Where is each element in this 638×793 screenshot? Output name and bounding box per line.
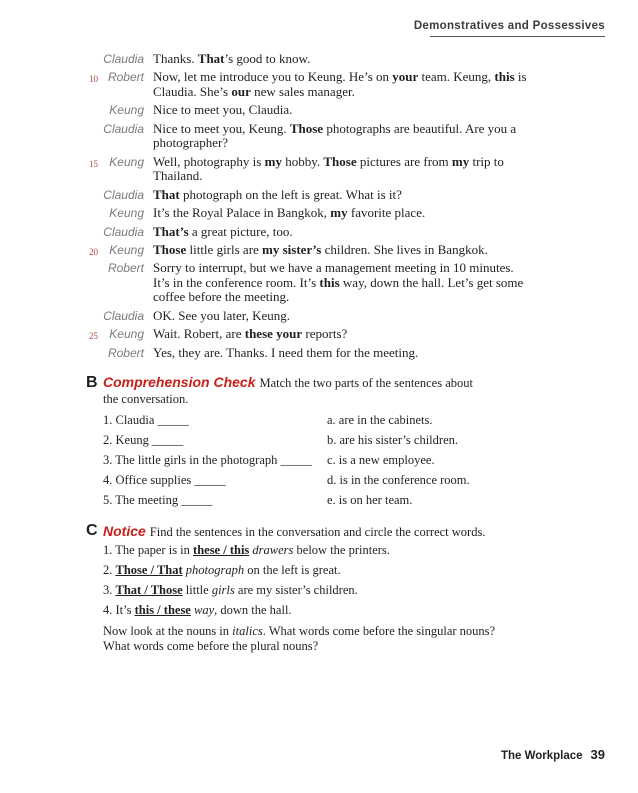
speaker-name: Claudia [103,52,144,66]
dialogue-line [0,188,600,203]
utterance: Those little girls are my sister’s children. She lives in Bangkok. [153,241,488,257]
italic-noun: photograph [185,563,245,577]
match-row [103,473,523,493]
section-c-letter: C [86,522,98,539]
running-header: Demonstratives and Possessives [413,20,605,32]
section-b-letter: B [86,374,98,391]
utterance: Yes, they are. Thanks. I need them for the meeting. [153,344,419,360]
speaker-name: Keung [109,103,144,118]
match-right: b. are his sister’s children. [327,433,458,447]
match-left[interactable]: 5. The meeting _____ [103,493,213,507]
section-c-heading [103,523,523,541]
speaker-name: Claudia [103,308,144,323]
page-number: 39 [590,747,605,762]
utterance: Nice to meet you, Claudia. [153,102,293,118]
dialogue-line [0,206,600,221]
dialogue-line [0,155,600,184]
utterance: Sorry to interrupt, but we have a management meeting in 10 minutes. It’s in the conference room. It’s this way, down the hall. Let’s get some coffee before the meeting. [153,260,524,305]
word-choice[interactable]: That / Those [115,583,183,597]
speaker-name: Claudia [103,187,144,202]
chapter-title: The Workplace [500,750,583,762]
match-right: e. is on her team. [327,493,413,507]
match-right: d. is in the conference room. [327,473,470,487]
section-b-intro: Match the two parts of the sentences about the conversation. [103,376,473,406]
word-choice[interactable]: Those / That [115,563,183,577]
match-right: c. is a new employee. [327,453,435,467]
notice-followup: Now look at the nouns in italics. What words come before the singular nouns? What words come before the plural nouns? [103,624,496,653]
notice-item: 1. The paper is in these / this drawers below the printers. [103,543,390,557]
speaker-name: Keung [109,327,144,342]
dialogue-line [0,327,600,342]
match-left[interactable]: 1. Claudia _____ [103,413,189,427]
speaker-name: Robert [107,261,144,276]
header-rule [430,36,605,37]
matching-exercise [103,413,523,513]
utterance: Wait. Robert, are these your reports? [153,326,348,342]
utterance: That photograph on the left is great. What is it? [153,186,402,202]
speaker-name: Keung [109,242,144,257]
section-b-title: Comprehension Check [103,374,256,390]
notice-item: 3. That / Those little girls are my sister’s children. [103,583,358,597]
dialogue-line [0,309,600,324]
section-c-intro: Find the sentences in the conversation and circle the correct words. [149,525,486,539]
utterance: Nice to meet you, Keung. Those photographs are beautiful. Are you a photographer? [153,120,517,151]
dialogue-line [0,70,600,99]
match-row [103,453,523,473]
line-number: 10 [89,74,98,85]
match-left[interactable]: 2. Keung _____ [103,433,184,447]
italic-noun: way [193,603,215,617]
speaker-name: Robert [107,345,144,360]
word-choice[interactable]: this / these [134,603,191,617]
speaker-name: Claudia [103,224,144,239]
dialogue-line [0,225,600,240]
dialogue-line [0,346,600,361]
speaker-name: Keung [109,154,144,169]
utterance: It’s the Royal Palace in Bangkok, my favorite place. [153,205,426,221]
match-row [103,413,523,433]
match-left[interactable]: 4. Office supplies _____ [103,473,226,487]
match-row [103,493,523,513]
speaker-name: Keung [109,206,144,221]
speaker-name: Claudia [103,121,144,136]
notice-items [103,543,523,623]
notice-item: 2. Those / That photograph on the left is great. [103,563,341,577]
utterance: Now, let me introduce you to Keung. He’s on your team. Keung, this is Claudia. She’s our new sales manager. [153,69,527,99]
dialogue-line [0,122,600,151]
line-number: 15 [89,158,98,169]
utterance: Well, photography is my hobby. Those pictures are from my trip to Thailand. [153,153,504,184]
section-b-heading [103,375,483,407]
match-left[interactable]: 3. The little girls in the photograph _____ [103,453,312,467]
line-number: 25 [89,331,98,342]
speaker-name: Robert [107,70,144,85]
italic-noun: girls [211,583,235,597]
dialogue-line [0,103,600,118]
match-row [103,433,523,453]
page-footer [501,747,605,762]
utterance: OK. See you later, Keung. [153,307,291,323]
conversation [0,52,600,364]
section-c-title: Notice [103,523,146,539]
utterance: Thanks. That’s good to know. [153,51,311,66]
match-right: a. are in the cabinets. [327,413,433,427]
notice-item: 4. It’s this / these way, down the hall. [103,603,292,617]
utterance: That’s a great picture, too. [153,223,293,239]
dialogue-line [0,261,600,305]
word-choice[interactable]: these / this [193,543,250,557]
dialogue-line [0,243,600,258]
dialogue-line [0,52,600,67]
italic-noun: drawers [252,543,294,557]
line-number: 20 [89,246,98,257]
